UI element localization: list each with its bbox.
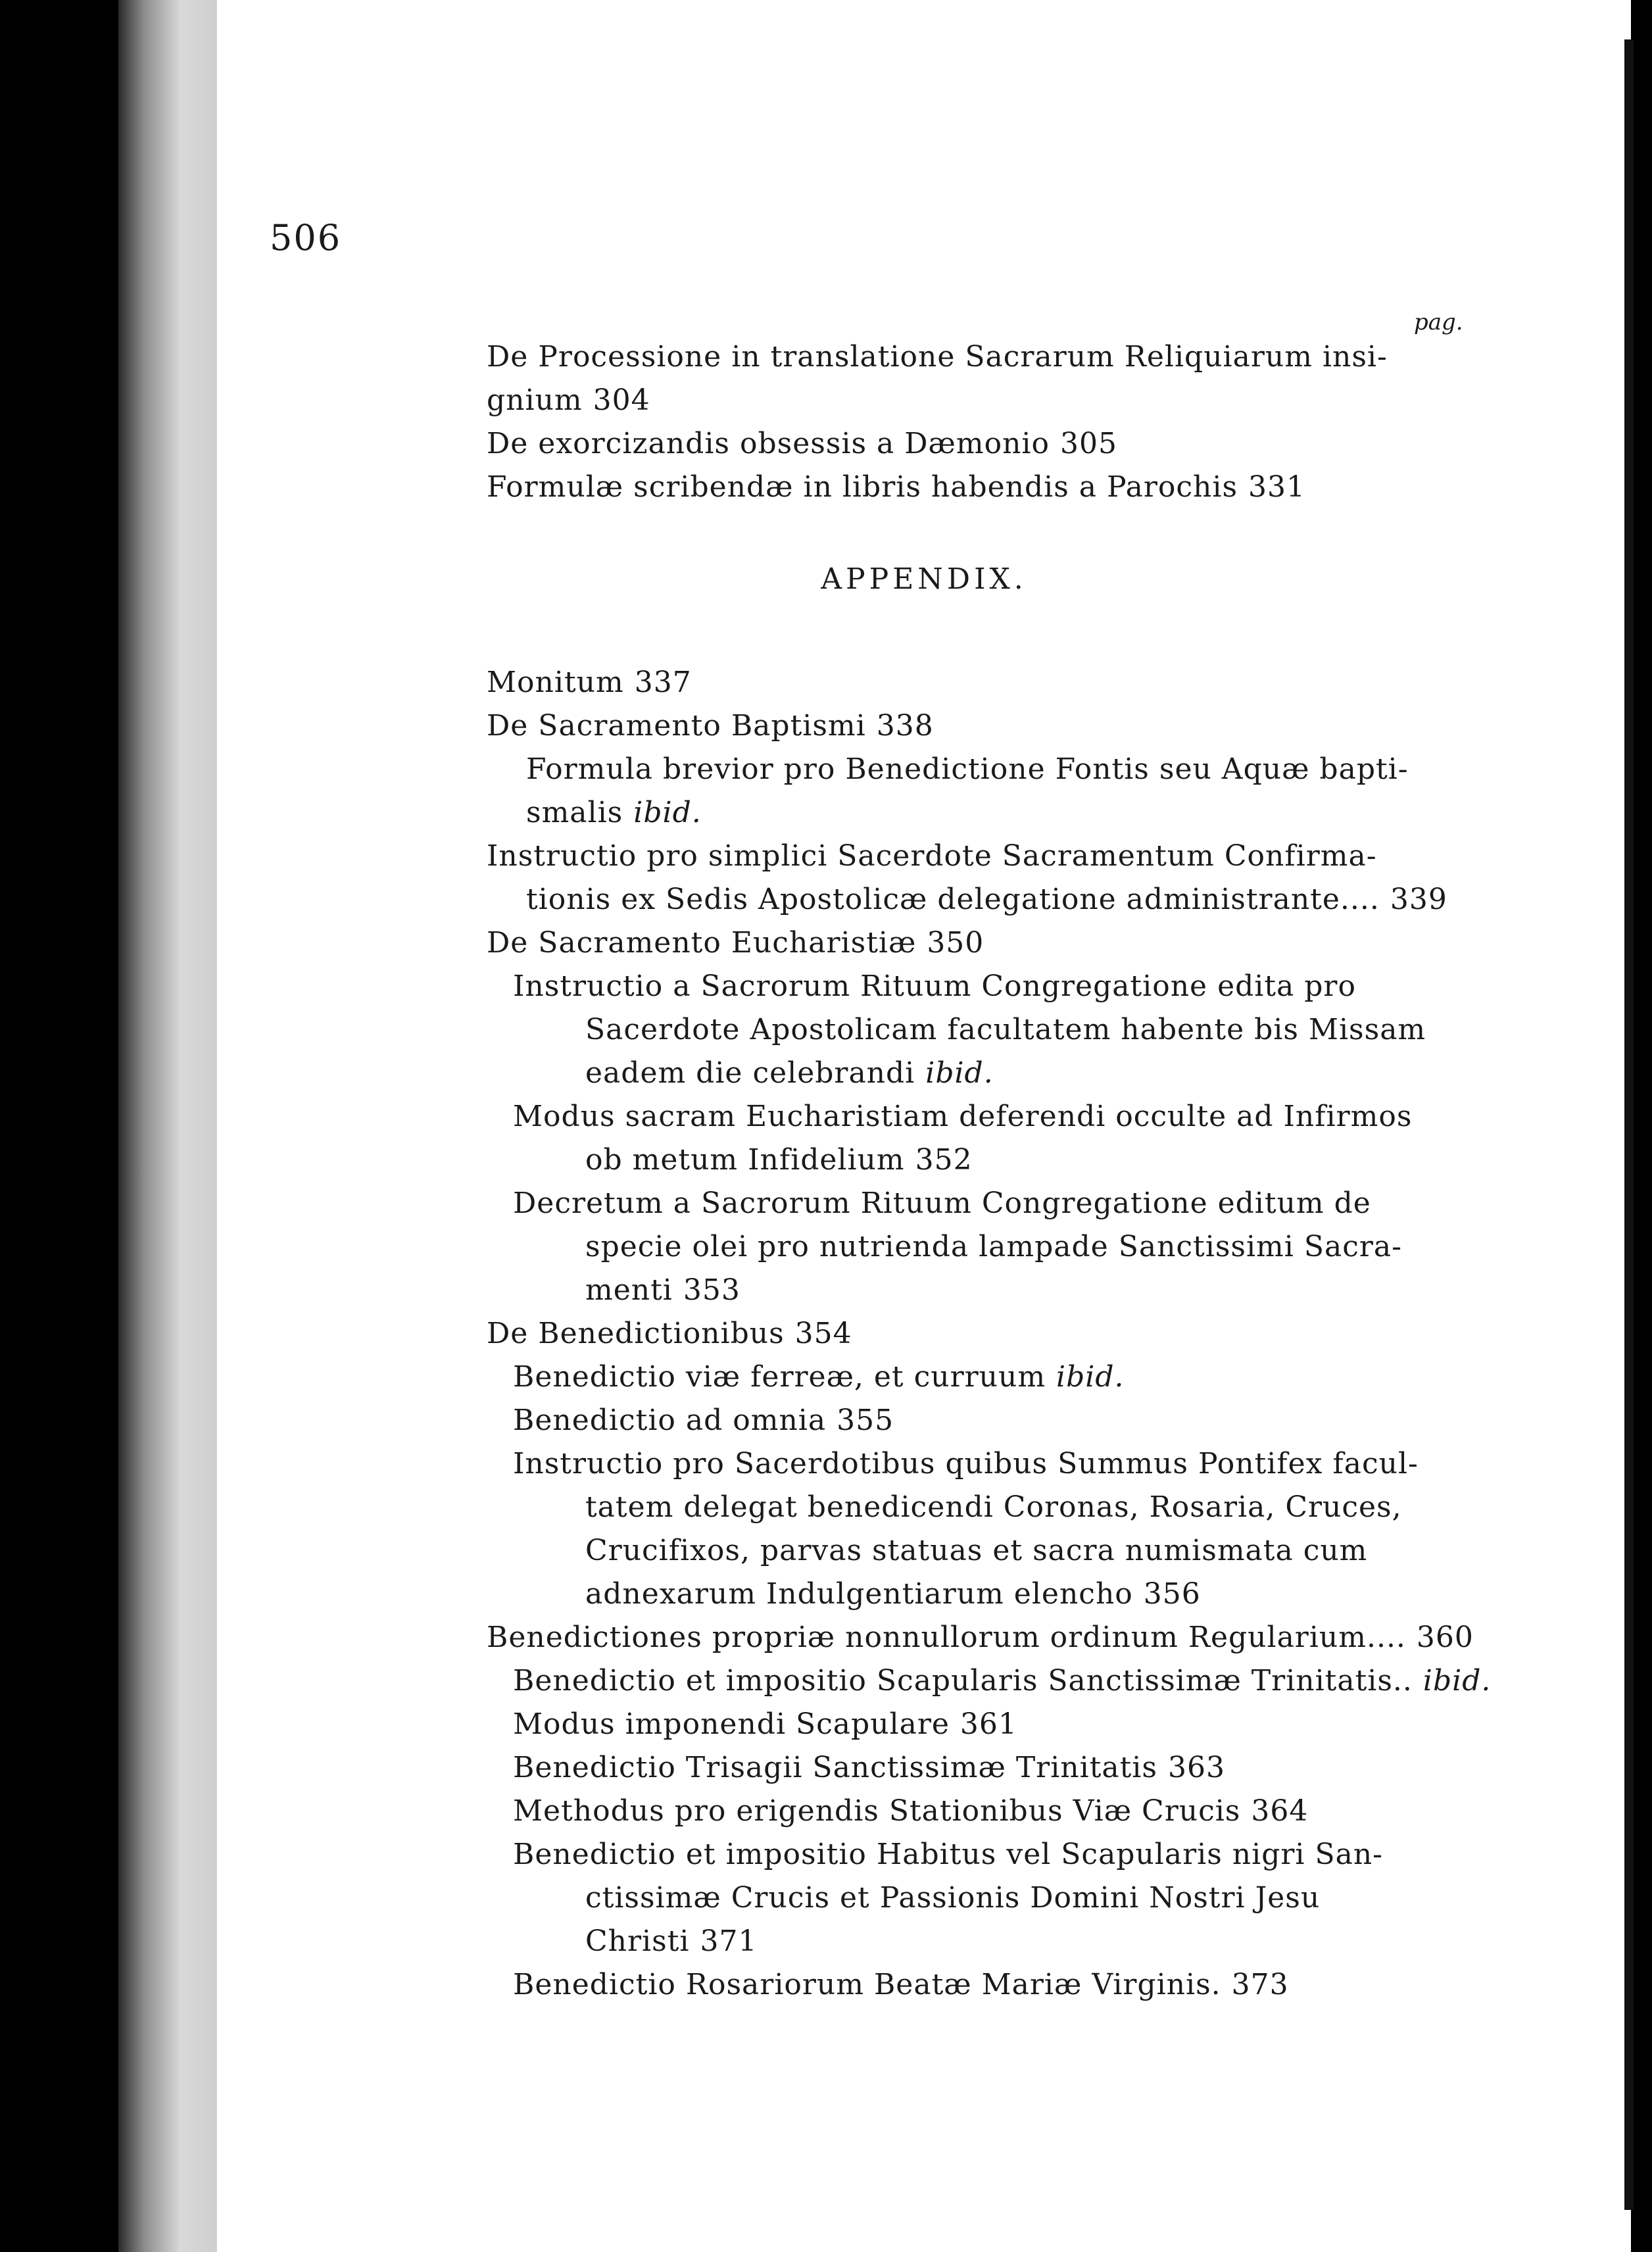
toc-line: Benedictiones propriæ nonnullorum ordinum Regularium.... <box>487 1621 1406 1654</box>
toc-entry <box>487 1442 1440 1616</box>
toc-line: Crucifixos, parvas statuas et sacra numismata cum <box>585 1534 1368 1567</box>
toc-entry <box>487 1182 1440 1312</box>
toc-line: tionis ex Sedis Apostolicæ delegatione administrante.... <box>526 883 1380 916</box>
toc-line: Decretum a Sacrorum Rituum Congregatione editum de <box>513 1187 1371 1220</box>
toc-line: Benedictio Rosariorum Beatæ Mariæ Virginis. <box>513 1968 1221 2001</box>
toc-entry <box>487 422 1440 466</box>
toc-entry <box>487 835 1447 921</box>
page-number: 506 <box>270 217 342 258</box>
toc-page: 354 <box>794 1317 852 1350</box>
toc-entry <box>487 466 1440 509</box>
toc-line: Benedictio et impositio Scapularis Sanctissimæ Trinitatis.. <box>513 1664 1413 1698</box>
toc-entry <box>487 921 1440 965</box>
toc-entry <box>487 1703 1440 1746</box>
toc-line: menti <box>585 1273 673 1307</box>
toc-entry <box>487 1616 1474 1659</box>
toc-page: 356 <box>1143 1577 1201 1611</box>
toc-page: 363 <box>1167 1751 1225 1784</box>
toc-page: 339 <box>1390 883 1447 916</box>
toc-page: 371 <box>700 1924 758 1958</box>
toc-entry <box>487 1659 1492 1703</box>
pag-label: pag. <box>1414 309 1463 335</box>
toc-line: specie olei pro nutrienda lampade Sanctissimi Sacra- <box>585 1230 1402 1263</box>
toc-entry <box>487 1095 1440 1182</box>
toc-entry <box>487 965 1440 1095</box>
right-edge-strip <box>1624 39 1634 2210</box>
toc-line: De Sacramento Eucharistiæ <box>487 926 917 960</box>
toc-appendix-block <box>487 661 1492 2007</box>
toc-line: adnexarum Indulgentiarum elencho <box>585 1577 1133 1611</box>
toc-page: 361 <box>960 1707 1017 1741</box>
appendix-heading: APPENDIX. <box>821 562 1027 596</box>
toc-top-block <box>487 335 1440 509</box>
toc-line: ctissimæ Crucis et Passionis Domini Nostri Jesu <box>585 1881 1321 1915</box>
toc-page: ibid. <box>925 1056 994 1090</box>
toc-line: gnium <box>487 383 583 417</box>
toc-page: 305 <box>1060 427 1117 460</box>
toc-line: Modus sacram Eucharistiam deferendi occulte ad Infirmos <box>513 1100 1413 1133</box>
toc-line: De exorcizandis obsessis a Dæmonio <box>487 427 1050 460</box>
toc-entry <box>487 1746 1440 1790</box>
toc-entry <box>487 748 1440 835</box>
toc-entry <box>487 1963 1440 2007</box>
toc-page: 352 <box>915 1143 973 1177</box>
toc-line: ob metum Infidelium <box>585 1143 905 1177</box>
toc-page: 304 <box>593 383 650 417</box>
toc-line: Benedictio ad omnia <box>513 1404 827 1437</box>
toc-line: Methodus pro erigendis Stationibus Viæ Crucis <box>513 1794 1241 1828</box>
toc-line: Formula brevior pro Benedictione Fontis seu Aquæ bapti- <box>526 752 1409 786</box>
toc-page: 355 <box>837 1404 894 1437</box>
toc-line: smalis <box>526 796 623 829</box>
toc-line: Sacerdote Apostolicam facultatem habente bis Missam <box>585 1013 1426 1046</box>
toc-line: eadem die celebrandi <box>585 1056 915 1090</box>
toc-entry <box>487 1399 1440 1442</box>
toc-line: Instructio pro simplici Sacerdote Sacramentum Confirma- <box>487 839 1377 873</box>
toc-page: ibid. <box>633 796 702 829</box>
toc-page: 353 <box>683 1273 741 1307</box>
toc-line: tatem delegat benedicendi Coronas, Rosaria, Cruces, <box>585 1490 1402 1524</box>
toc-page: 350 <box>927 926 984 960</box>
toc-page: 364 <box>1251 1794 1309 1828</box>
toc-line: Benedictio et impositio Habitus vel Scapularis nigri San- <box>513 1838 1384 1871</box>
toc-entry <box>487 661 1440 704</box>
toc-line: Instructio a Sacrorum Rituum Congregatione edita pro <box>513 969 1356 1003</box>
toc-line: Instructio pro Sacerdotibus quibus Summus Pontifex facul- <box>513 1447 1419 1481</box>
toc-entry <box>487 704 1440 748</box>
toc-page: 373 <box>1231 1968 1289 2001</box>
toc-page: 331 <box>1248 470 1306 504</box>
toc-page: ibid. <box>1422 1664 1492 1698</box>
toc-line: De Benedictionibus <box>487 1317 785 1350</box>
toc-line: Formulæ scribendæ in libris habendis a Parochis <box>487 470 1238 504</box>
toc-page: 337 <box>634 666 692 699</box>
toc-entry <box>487 1356 1440 1399</box>
toc-line: Christi <box>585 1924 690 1958</box>
toc-page: ibid. <box>1056 1360 1125 1394</box>
toc-line: Benedictio viæ ferreæ, et curruum <box>513 1360 1046 1394</box>
toc-entry <box>487 1312 1440 1356</box>
toc-page: 360 <box>1416 1621 1474 1654</box>
toc-line: De Processione in translatione Sacrarum Reliquiarum insi- <box>487 340 1388 374</box>
toc-entry <box>487 1790 1440 1833</box>
toc-line: Benedictio Trisagii Sanctissimæ Trinitatis <box>513 1751 1157 1784</box>
toc-line: Modus imponendi Scapulare <box>513 1707 950 1741</box>
toc-page: 338 <box>876 709 934 743</box>
toc-line: Monitum <box>487 666 624 699</box>
toc-entry <box>487 1833 1440 1963</box>
toc-entry <box>487 335 1440 422</box>
toc-line: De Sacramento Baptismi <box>487 709 866 743</box>
